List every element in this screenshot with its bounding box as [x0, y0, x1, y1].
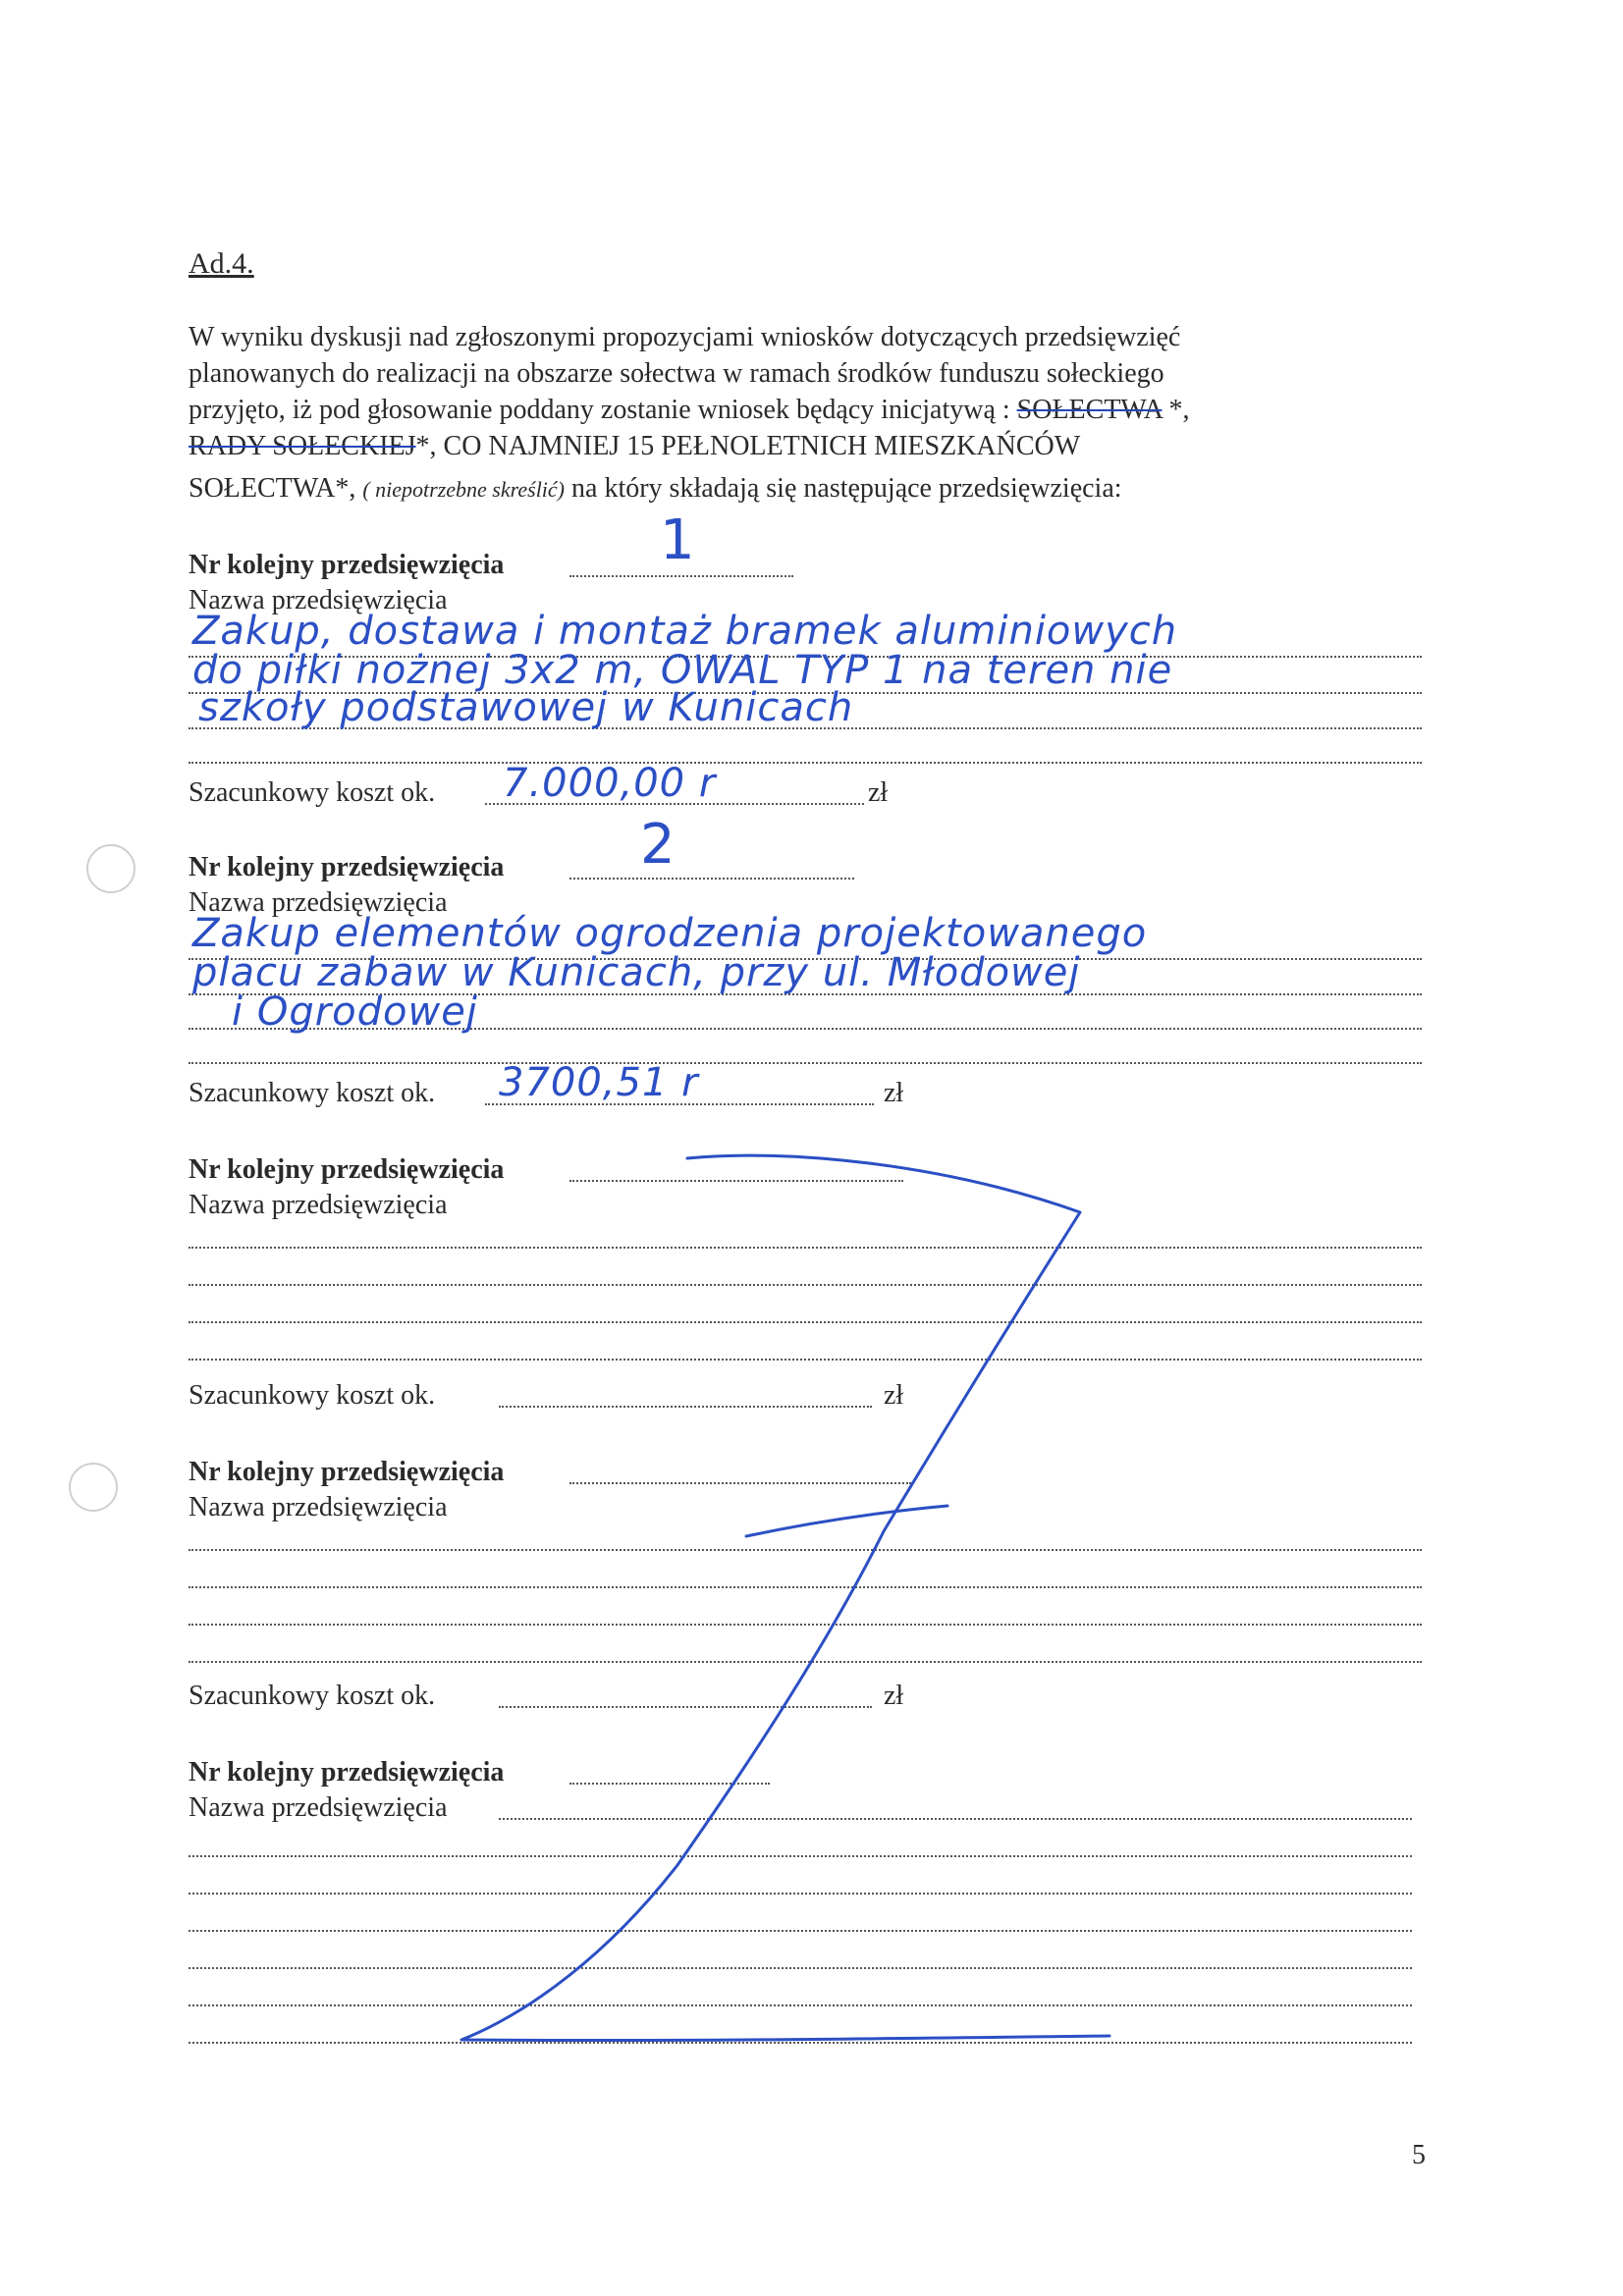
intro-line-2: planowanych do realizacji na obszarze sołectwa w ramach środków funduszu sołeckiego — [189, 358, 1164, 389]
entry-1-name-label: Nazwa przedsięwzięcia — [189, 585, 448, 615]
intro-line-5-italic: ( niepotrzebne skreślić) — [362, 477, 566, 502]
page-number: 5 — [1412, 2140, 1426, 2170]
entry-3-currency: zł — [884, 1380, 904, 1411]
entry-4-name-label: Nazwa przedsięwzięcia — [189, 1492, 448, 1522]
entry-2-name-label: Nazwa przedsięwzięcia — [189, 887, 448, 918]
entry-2-nr-label: Nr kolejny przedsięwzięcia — [189, 852, 505, 882]
intro-line-5-text: SOŁECTWA*, — [189, 473, 363, 504]
entry-2-cost-label: Szacunkowy koszt ok. — [189, 1078, 436, 1108]
entry-1-name-line-3: szkoły podstawowej w Kunicach — [198, 685, 854, 730]
intro-line-1: W wyniku dyskusji nad zgłoszonymi propozycjami wniosków dotyczących przedsięwzięć — [189, 322, 1181, 352]
entry-5-nr-label: Nr kolejny przedsięwzięcia — [189, 1757, 505, 1788]
entry-4-nr-label: Nr kolejny przedsięwzięcia — [189, 1457, 505, 1487]
entry-4-currency: zł — [884, 1681, 904, 1711]
entry-3-name-label: Nazwa przedsięwzięcia — [189, 1190, 448, 1220]
intro-line-3-text: przyjęto, iż pod głosowanie poddany zostanie wniosek będący inicjatywą : — [189, 395, 1017, 425]
entry-1-cost-label: Szacunkowy koszt ok. — [189, 777, 436, 808]
entry-1-number: 1 — [660, 508, 695, 572]
entry-1-name-line-1: Zakup, dostawa i montaż bramek aluminiowych — [192, 609, 1178, 654]
entry-5-name-label: Nazwa przedsięwzięcia — [189, 1792, 448, 1823]
entry-2-name-line-1: Zakup elementów ogrodzenia projektowanego — [192, 911, 1148, 956]
entry-1-cost: 7.000,00 r — [503, 761, 717, 806]
intro-line-4-text: *, CO NAJMNIEJ 15 PEŁNOLETNICH MIESZKAŃCÓW — [415, 431, 1081, 461]
entry-1-nr-label: Nr kolejny przedsięwzięcia — [189, 550, 505, 580]
entry-2-name-line-3: i Ogrodowej — [232, 989, 478, 1035]
entry-2-name-line-2: placu zabaw w Kunicach, przy ul. Młodowej — [192, 950, 1081, 995]
entry-2-cost: 3700,51 r — [499, 1060, 699, 1105]
entry-1-name-line-2: do piłki nożnej 3x2 m, OWAL TYP 1 na teren nie — [192, 648, 1173, 693]
entry-1-currency: zł — [868, 777, 889, 808]
entry-2-currency: zł — [884, 1078, 904, 1108]
entry-3-nr-label: Nr kolejny przedsięwzięcia — [189, 1154, 505, 1185]
intro-line-5-end: na który składają się następujące przedsięwzięcia: — [565, 473, 1122, 504]
section-heading: Ad.4. — [189, 247, 254, 280]
intro-line-3-end: *, — [1162, 395, 1190, 425]
entry-4-cost-label: Szacunkowy koszt ok. — [189, 1681, 436, 1711]
entry-3-cost-label: Szacunkowy koszt ok. — [189, 1380, 436, 1411]
entry-2-number: 2 — [640, 813, 676, 877]
struck-rady-soleckiej: RADY SOŁECKIEJ — [189, 431, 416, 461]
struck-solectwa: SOŁECTWA — [1016, 395, 1163, 425]
